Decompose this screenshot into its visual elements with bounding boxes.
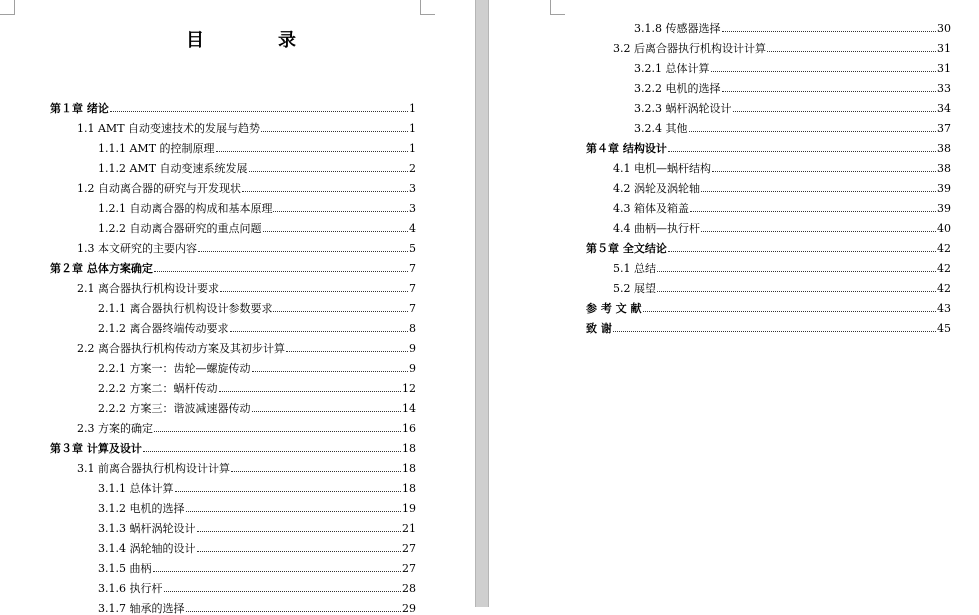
dot-leader xyxy=(643,310,937,312)
toc-section-entry[interactable] xyxy=(77,275,416,295)
toc-page-number: 42 xyxy=(937,262,951,275)
dot-leader xyxy=(722,90,937,92)
toc-entry-label: 3.1.5 曲柄 xyxy=(98,562,152,575)
dot-leader xyxy=(657,270,936,272)
dot-leader xyxy=(273,310,408,312)
toc-page-number: 14 xyxy=(402,402,416,415)
toc-section-entry[interactable] xyxy=(77,415,416,435)
dot-leader xyxy=(197,550,402,552)
toc-page-number: 42 xyxy=(937,242,951,255)
dot-leader xyxy=(154,430,401,432)
page-corner-marker xyxy=(550,0,565,15)
toc-section-entry[interactable] xyxy=(98,515,416,535)
dot-leader xyxy=(711,70,937,72)
toc-page-number: 21 xyxy=(402,522,416,535)
toc-entry-label: 3.2.2 电机的选择 xyxy=(634,82,721,95)
toc-entry-label: 4.2 涡轮及涡轮轴 xyxy=(613,182,700,195)
dot-leader xyxy=(701,190,936,192)
dot-leader xyxy=(198,250,408,252)
toc-page-number: 39 xyxy=(937,202,951,215)
toc-chapter-entry[interactable] xyxy=(586,295,951,315)
dot-leader xyxy=(767,50,936,52)
toc-page-number: 31 xyxy=(937,42,951,55)
toc-page-number: 33 xyxy=(937,82,951,95)
toc-section-entry[interactable] xyxy=(98,375,416,395)
dot-leader xyxy=(154,270,408,272)
toc-page-number: 19 xyxy=(402,502,416,515)
dot-leader xyxy=(252,370,409,372)
toc-section-entry[interactable] xyxy=(613,275,951,295)
toc-page-number: 45 xyxy=(937,322,951,335)
toc-section-entry[interactable] xyxy=(613,195,951,215)
toc-entry-label: 2.2.1 方案一：齿轮—螺旋传动 xyxy=(98,362,251,375)
toc-entry-label: 第１章 绪论 xyxy=(50,102,109,115)
toc-entry-label: 1.1.2 AMT 自动变速系统发展 xyxy=(98,162,248,175)
toc-section-entry[interactable] xyxy=(613,215,951,235)
toc-entry-label: 2.3 方案的确定 xyxy=(77,422,153,435)
dot-leader xyxy=(273,210,408,212)
toc-page-number: 42 xyxy=(937,282,951,295)
dot-leader xyxy=(242,190,408,192)
toc-page-number: 43 xyxy=(937,302,951,315)
toc-section-entry[interactable] xyxy=(98,495,416,515)
dot-leader xyxy=(263,230,409,232)
toc-section-entry[interactable] xyxy=(77,235,416,255)
toc-page-number: 3 xyxy=(409,202,416,215)
toc-chapter-entry[interactable] xyxy=(50,95,416,115)
toc-page-number: 3 xyxy=(409,182,416,195)
toc-section-entry[interactable] xyxy=(98,475,416,495)
toc-page-number: 30 xyxy=(937,22,951,35)
toc-section-entry[interactable] xyxy=(98,135,416,155)
toc-entry-label: 参 考 文 献 xyxy=(586,302,642,315)
toc-entry-label: 3.1.3 蜗杆涡轮设计 xyxy=(98,522,196,535)
dot-leader xyxy=(153,570,402,572)
toc-page-number: 37 xyxy=(937,122,951,135)
toc-entry-label: 3.1.6 执行杆 xyxy=(98,582,163,595)
toc-page-number: 29 xyxy=(402,602,416,615)
toc-section-entry[interactable] xyxy=(98,215,416,235)
toc-section-entry[interactable] xyxy=(613,35,951,55)
dot-leader xyxy=(261,130,408,132)
toc-page-number: 4 xyxy=(409,222,416,235)
dot-leader xyxy=(186,610,402,612)
toc-entry-label: 第３章 计算及设计 xyxy=(50,442,142,455)
toc-page-number: 1 xyxy=(409,142,416,155)
toc-page-number: 9 xyxy=(409,342,416,355)
toc-page-number: 27 xyxy=(402,542,416,555)
toc-page-number: 38 xyxy=(937,142,951,155)
document-page-right xyxy=(489,0,979,607)
toc-section-entry[interactable] xyxy=(98,535,416,555)
toc-chapter-entry[interactable] xyxy=(50,435,416,455)
dot-leader xyxy=(689,130,937,132)
toc-page-number: 7 xyxy=(409,302,416,315)
toc-entry-label: 3.1.4 涡轮轴的设计 xyxy=(98,542,196,555)
dot-leader xyxy=(231,470,401,472)
toc-entry-label: 1.2.1 自动离合器的构成和基本原理 xyxy=(98,202,273,215)
toc-entry-label: 2.2.2 方案二：蜗杆传动 xyxy=(98,382,218,395)
dot-leader xyxy=(220,290,408,292)
toc-page-number: 7 xyxy=(409,282,416,295)
toc-page-number: 18 xyxy=(402,482,416,495)
toc-entry-label: 1.2.2 自动离合器研究的重点问题 xyxy=(98,222,262,235)
toc-section-entry[interactable] xyxy=(98,315,416,335)
toc-entry-label: 3.1.1 总体计算 xyxy=(98,482,174,495)
toc-page-number: 1 xyxy=(409,122,416,135)
toc-entry-label: 致 谢 xyxy=(586,322,612,335)
toc-page-number: 7 xyxy=(409,262,416,275)
dot-leader xyxy=(657,290,936,292)
toc-section-entry[interactable] xyxy=(98,395,416,415)
toc-section-entry[interactable] xyxy=(77,455,416,475)
dot-leader xyxy=(249,170,408,172)
toc-entry-label: 4.3 箱体及箱盖 xyxy=(613,202,689,215)
page-gutter xyxy=(475,0,489,607)
toc-entry-label: 第５章 全文结论 xyxy=(586,242,667,255)
dot-leader xyxy=(286,350,408,352)
toc-section-entry[interactable] xyxy=(613,175,951,195)
toc-section-entry[interactable] xyxy=(634,75,951,95)
dot-leader xyxy=(110,110,408,112)
toc-page-number: 34 xyxy=(937,102,951,115)
toc-entry-label: 3.1 前离合器执行机构设计计算 xyxy=(77,462,230,475)
toc-entry-label: 3.1.8 传感器选择 xyxy=(634,22,721,35)
toc-chapter-entry[interactable] xyxy=(586,135,951,155)
toc-section-entry[interactable] xyxy=(634,55,951,75)
toc-section-entry[interactable] xyxy=(634,15,951,35)
toc-section-entry[interactable] xyxy=(634,115,951,135)
toc-page-number: 12 xyxy=(402,382,416,395)
dot-leader xyxy=(712,170,936,172)
toc-page-number: 18 xyxy=(402,462,416,475)
toc-entry-label: 3.1.7 轴承的选择 xyxy=(98,602,185,615)
toc-page-number: 16 xyxy=(402,422,416,435)
toc-entry-label: 5.1 总结 xyxy=(613,262,656,275)
toc-page-number: 38 xyxy=(937,162,951,175)
toc-entry-label: 第２章 总体方案确定 xyxy=(50,262,153,275)
toc-section-entry[interactable] xyxy=(98,555,416,575)
toc-section-entry[interactable] xyxy=(98,575,416,595)
toc-entry-label: 1.2 自动离合器的研究与开发现状 xyxy=(77,182,241,195)
toc-entry-label: 1.1.1 AMT 的控制原理 xyxy=(98,142,215,155)
toc-entry-label: 1.3 本文研究的主要内容 xyxy=(77,242,197,255)
dot-leader xyxy=(668,150,936,152)
dot-leader xyxy=(143,450,401,452)
toc-section-entry[interactable] xyxy=(98,295,416,315)
toc-title: 目 录 xyxy=(186,30,324,51)
toc-page-number: 39 xyxy=(937,182,951,195)
toc-entry-label: 2.1.1 离合器执行机构设计参数要求 xyxy=(98,302,273,315)
toc-section-entry[interactable] xyxy=(98,155,416,175)
toc-section-entry[interactable] xyxy=(98,195,416,215)
toc-chapter-entry[interactable] xyxy=(586,315,951,335)
dot-leader xyxy=(690,210,936,212)
dot-leader xyxy=(668,250,936,252)
document-page-left xyxy=(0,0,475,615)
toc-page-number: 9 xyxy=(409,362,416,375)
toc-page-number: 40 xyxy=(937,222,951,235)
toc-entry-label: 3.2 后离合器执行机构设计计算 xyxy=(613,42,766,55)
dot-leader xyxy=(216,150,408,152)
toc-section-entry[interactable] xyxy=(77,175,416,195)
dot-leader xyxy=(733,110,937,112)
toc-entry-label: 3.2.1 总体计算 xyxy=(634,62,710,75)
toc-entry-label: 第４章 结构设计 xyxy=(586,142,667,155)
dot-leader xyxy=(197,530,402,532)
toc-entry-label: 2.2.2 方案三：谐波减速器传动 xyxy=(98,402,251,415)
toc-page-number: 31 xyxy=(937,62,951,75)
dot-leader xyxy=(613,330,936,332)
toc-entry-label: 3.1.2 电机的选择 xyxy=(98,502,185,515)
page-corner-marker xyxy=(0,0,15,15)
toc-page-number: 5 xyxy=(409,242,416,255)
toc-chapter-entry[interactable] xyxy=(50,255,416,275)
toc-entry-label: 1.1 AMT 自动变速技术的发展与趋势 xyxy=(77,122,261,135)
toc-entry-label: 3.2.4 其他 xyxy=(634,122,688,135)
dot-leader xyxy=(722,30,937,32)
dot-leader xyxy=(186,510,402,512)
toc-section-entry[interactable] xyxy=(613,255,951,275)
toc-entry-label: 4.4 曲柄—执行杆 xyxy=(613,222,700,235)
toc-chapter-entry[interactable] xyxy=(586,235,951,255)
dot-leader xyxy=(701,230,936,232)
dot-leader xyxy=(164,590,402,592)
toc-page-number: 8 xyxy=(409,322,416,335)
toc-page-number: 27 xyxy=(402,562,416,575)
toc-entry-label: 3.2.3 蜗杆涡轮设计 xyxy=(634,102,732,115)
toc-section-entry[interactable] xyxy=(98,595,416,615)
dot-leader xyxy=(219,390,402,392)
toc-entry-label: 2.1 离合器执行机构设计要求 xyxy=(77,282,219,295)
toc-section-entry[interactable] xyxy=(613,155,951,175)
toc-section-entry[interactable] xyxy=(77,115,416,135)
dot-leader xyxy=(230,330,409,332)
toc-page-number: 28 xyxy=(402,582,416,595)
page-corner-marker xyxy=(420,0,435,15)
dot-leader xyxy=(175,490,402,492)
toc-page-number: 18 xyxy=(402,442,416,455)
toc-page-number: 2 xyxy=(409,162,416,175)
toc-entry-label: 4.1 电机—蜗杆结构 xyxy=(613,162,711,175)
dot-leader xyxy=(252,410,402,412)
toc-section-entry[interactable] xyxy=(634,95,951,115)
toc-section-entry[interactable] xyxy=(77,335,416,355)
toc-entry-label: 5.2 展望 xyxy=(613,282,656,295)
toc-page-number: 1 xyxy=(409,102,416,115)
toc-section-entry[interactable] xyxy=(98,355,416,375)
toc-entry-label: 2.2 离合器执行机构传动方案及其初步计算 xyxy=(77,342,285,355)
toc-entry-label: 2.1.2 离合器终端传动要求 xyxy=(98,322,229,335)
